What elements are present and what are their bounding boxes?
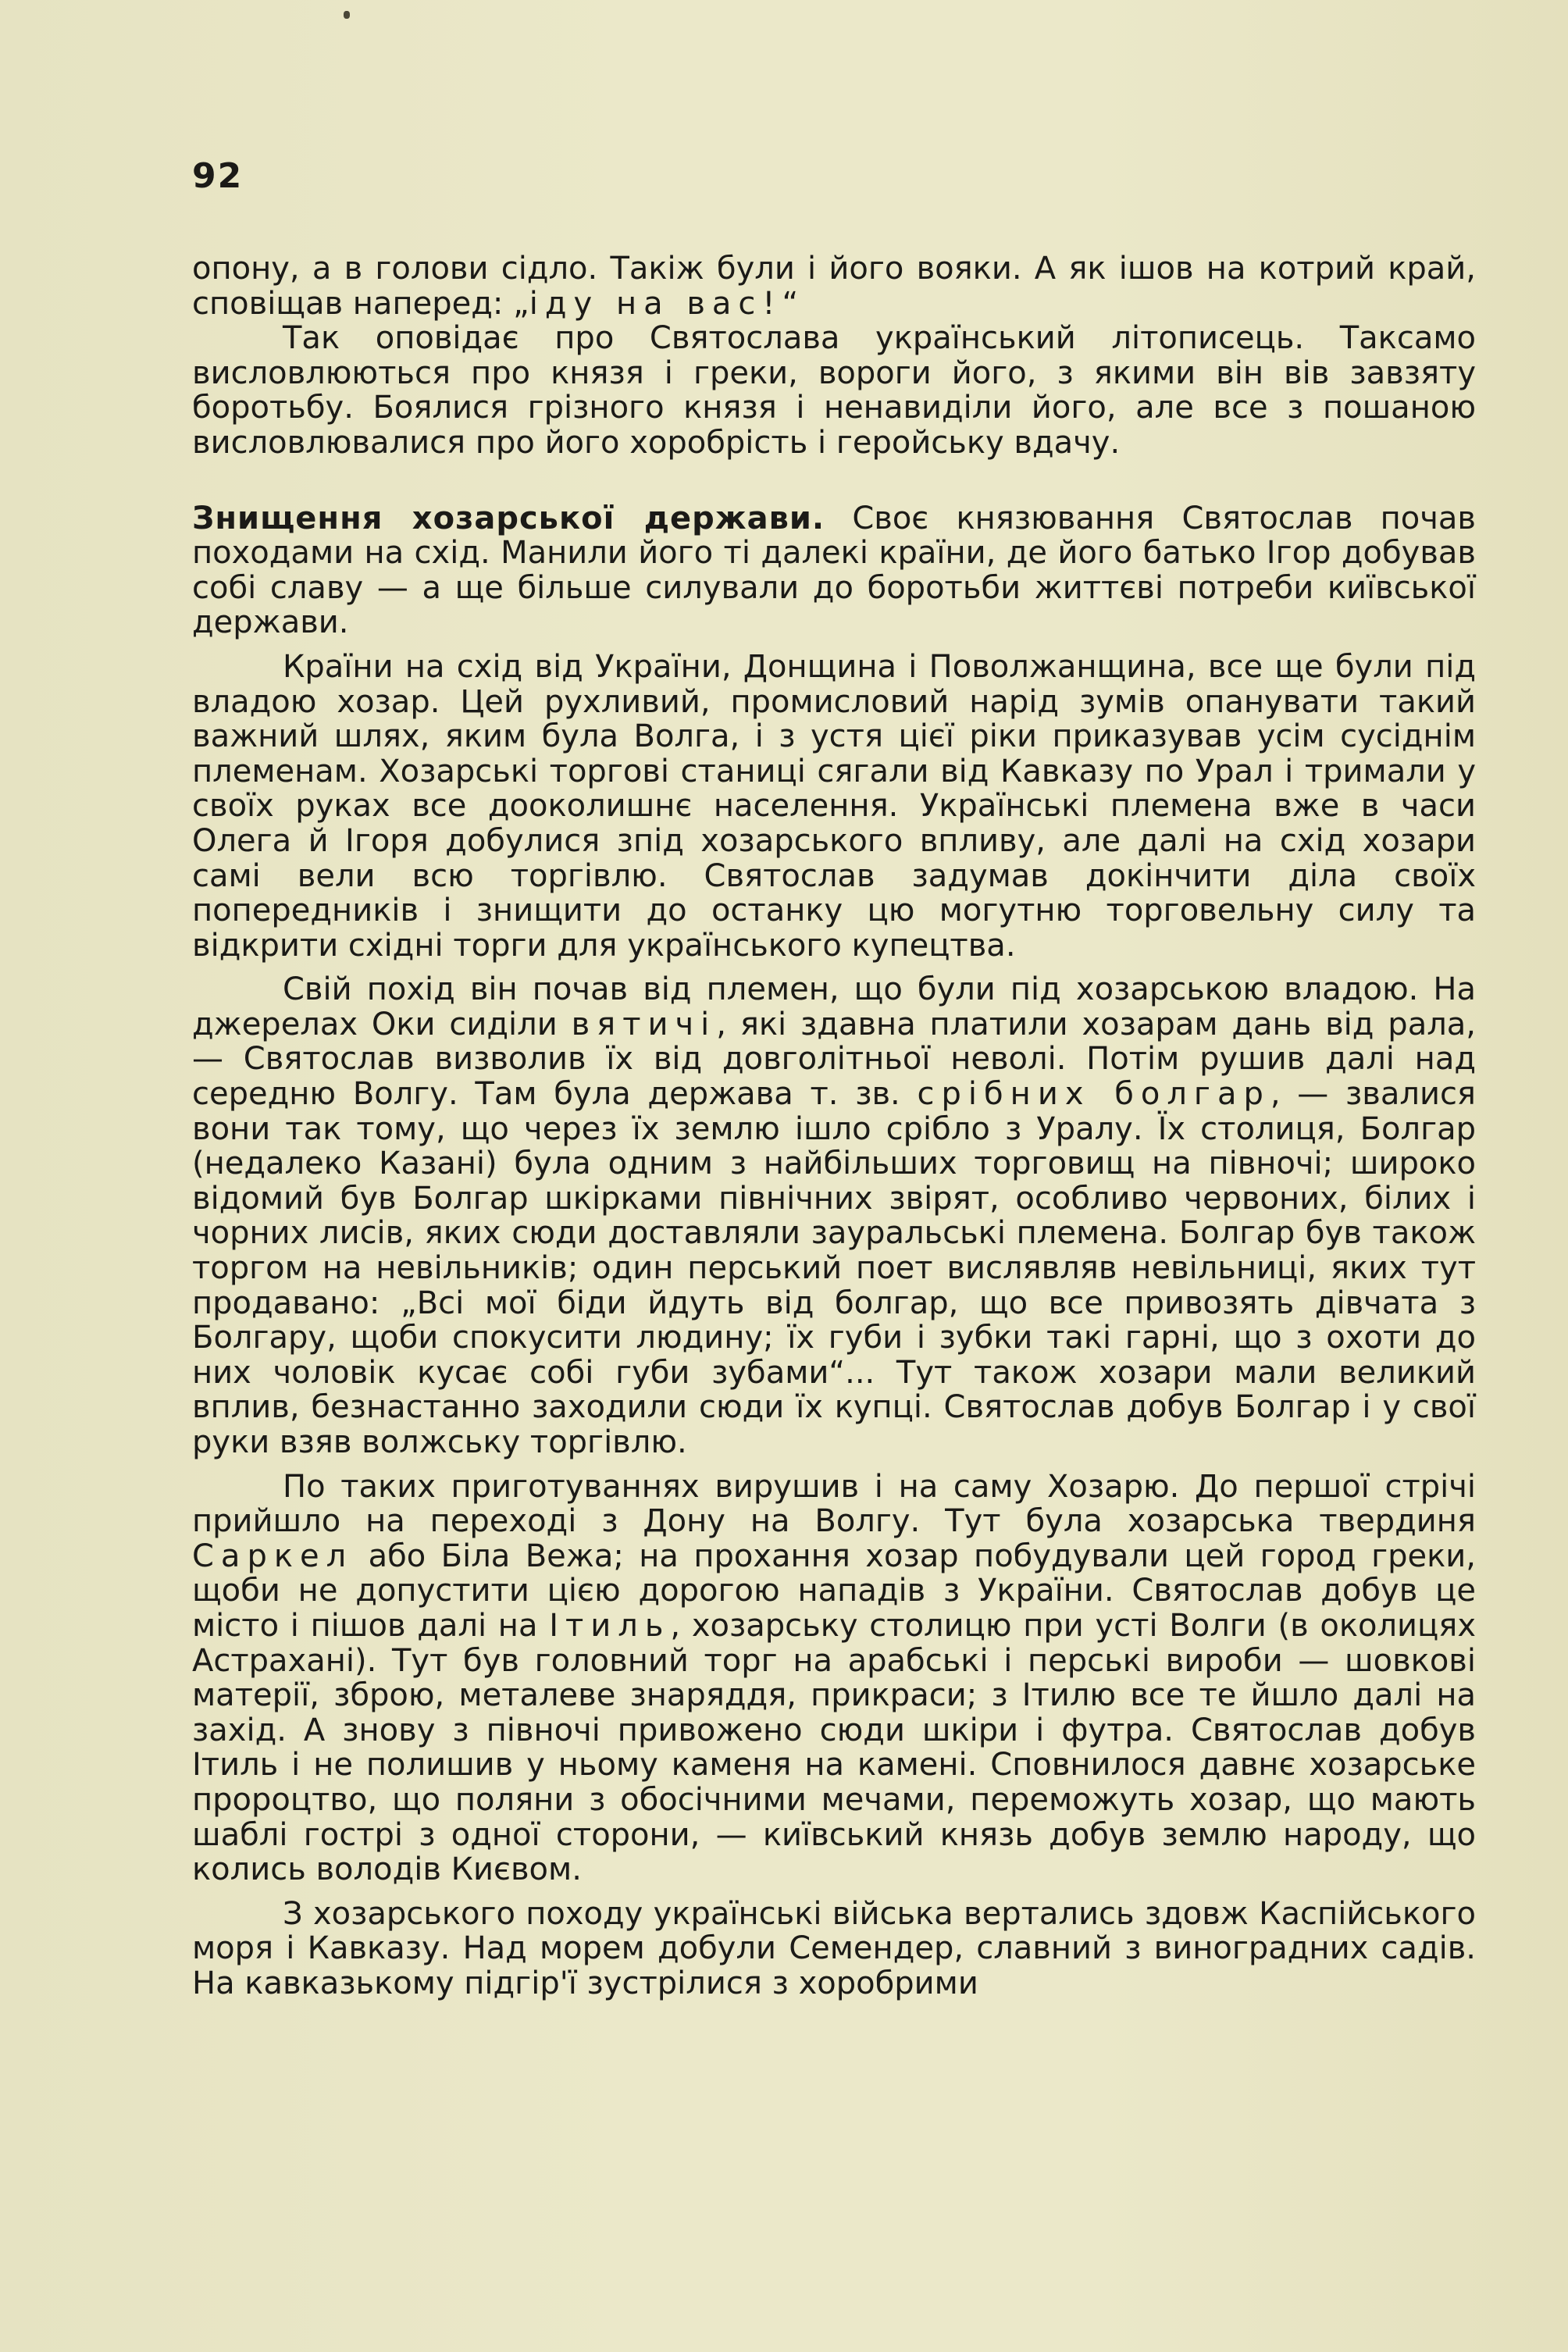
section-heading: Знищення хозарської держави. xyxy=(192,500,825,536)
spaced-emphasis: вятичі xyxy=(571,1006,717,1042)
spaced-emphasis: срібних болгар xyxy=(917,1076,1270,1113)
text-run: , хозарську столицю при усті Волги (в околицях Астрахані). Тут був головний торг на арабські і перські вироби — шовкові матерії, зброю, металеве знаряддя, прикраси; з Ітилю все те йшло далі на захід. А знову з півночі привожено сюди шкіри і футра. Святослав добув Ітиль і не полишив у ньому каменя на камені. Сповнилося давнє хозарське пророцтво, що поляни з обосічними мечами, переможуть хозар, що мають шаблі гострі з одної сторони, — київський князь добув землю народу, що колись володів Києвом. xyxy=(192,1607,1477,1888)
paragraph-7 xyxy=(192,1897,1476,2001)
text-run: опону, а в голови сідло. Такіж були і його вояки. А як ішов на котрий край, сповіщав наперед: „ xyxy=(192,251,1476,322)
text-run: З хозарського походу українські війська вертались здовж Каспійського моря і Кавказу. Над морем добули Семендер, славний з виноградних садів. На кавказькому підгір'ї зустрілися з хоробрими xyxy=(192,1895,1476,2001)
page-number: 92 xyxy=(192,156,244,196)
text-run: , які здавна платили хозарам дань від рала, — Святослав визволив їх від довголітньої неволі. Потім рушив далі над середню Волгу. Там була держава т. зв. xyxy=(192,1006,1476,1113)
paragraph-4 xyxy=(192,650,1476,963)
text-run: “ xyxy=(782,285,799,322)
text-run: Так оповідає про Святослава український літописець. Таксамо висловлюються про князя і греки, вороги його, з якими він вів завзяту боротьбу. Боялися грізного князя і ненавиділи його, але все з пошаною висловлювалися про його хоробрість і геройську вдачу. xyxy=(192,320,1476,461)
body-text xyxy=(192,251,1476,2001)
paragraph-2 xyxy=(192,321,1476,460)
ink-speck xyxy=(344,11,350,19)
text-run: Країни на схід від України, Донщина і Поволжанщина, все ще були під владою хозар. Цей рухливий, промисловий нарід зумів опанувати такий важний шлях, яким була Волга, і з устя цієї ріки приказував усім сусіднім племенам. Хозарські торгові станиці сягали від Кавказу по Урал і тримали у своїх руках все дооколишнє населення. Українські племена вже в часи Олега й Ігоря добулися зпід хозарського впливу, але далі на схід хозари самі вели всю торгівлю. Святослав задумав докінчити діла своїх попередників і знищити до останку цю могутню торговельну силу та відкрити східні торги для українського купецтва. xyxy=(192,648,1476,964)
text-run: , — звалися вони так тому, що через їх землю ішло срібло з Уралу. Їх столиця, Болгар (недалеко Казані) була одним з найбільших торговищ на півночі; широко відомий був Болгар шкірками північних звірят, особливо червоних, білих і чорних лисів, яких сюди доставляли зауральські племена. Болгар був також торгом на невільників; один перський поет вислявляв невільниці, яких тут продавано: „Всі мої біди йдуть від болгар, що все привозять дівчата з Болгару, щоби спокусити людину; їх губи і зубки такі гарні, що з охоти до них чоловік кусає собі губи зубами“... Тут також хозари мали великий вплив, безнастанно заходили сюди їх купці. Святослав добув Болгар і у свої руки взяв волжську торгівлю. xyxy=(192,1076,1476,1460)
text-run: Свій похід він почав від племен, що були під хозарською владою. На джерелах Оки сиділи xyxy=(192,971,1476,1042)
spaced-emphasis: Ітиль xyxy=(549,1607,671,1644)
paragraph-1 xyxy=(192,251,1476,321)
paragraph-6 xyxy=(192,1470,1476,1887)
text-run: Своє князювання Святослав почав походами на схід. Манили його ті далекі країни, де його батько Ігор добував собі славу — а ще більше силували до боротьби життєві потреби київської держави. xyxy=(192,500,1476,641)
text-run: По таких приготуваннях вирушив і на саму Хозарю. До першої стрічі прийшло на переході з Дону на Волгу. Тут була хозарська твердиня xyxy=(192,1468,1476,1540)
text-run: або Біла Вежа; на прохання хозар побудували цей город греки, щоби не допустити цією дорогою нападів з України. Святослав добув це місто і пішов далі на xyxy=(192,1538,1476,1644)
paragraph-5 xyxy=(192,972,1476,1459)
paragraph-3 xyxy=(192,501,1476,640)
spaced-emphasis: Саркел xyxy=(192,1538,354,1574)
spaced-emphasis: іду на вас! xyxy=(529,285,782,322)
